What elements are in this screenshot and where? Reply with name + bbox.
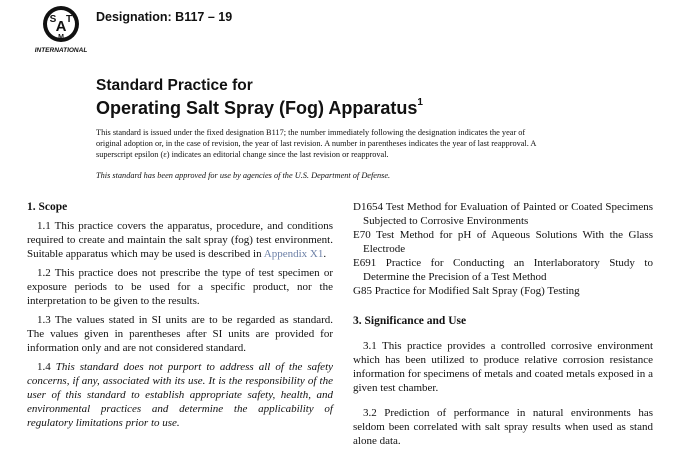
title-footnote-mark: 1 [417, 97, 423, 108]
scope-paragraph-1-1: 1.1 This practice covers the apparatus, procedure, and conditions required to create and maintain the salt spray (fog) test environment. Suitable apparatus which may be used is described in Appendix X1. [27, 220, 333, 260]
significance-paragraph-3-1: 3.1 This practice provides a controlled corrosive environment which has been utilized to produce relative corrosion resistance information for specimens of metals and coated metals exposed in a given test chamber. [353, 340, 653, 394]
significance-paragraph-3-2: 3.2 Prediction of performance in natural environments has seldom been correlated with salt spray results when used as stand alone data. [353, 407, 653, 447]
section-heading-significance: 3. Significance and Use [353, 315, 467, 327]
astm-logo [31, 4, 91, 56]
reference-d1654: D1654 Test Method for Evaluation of Painted or Coated Specimens Subjected to Corrosive Environments [353, 201, 653, 227]
scope-paragraph-1-2: 1.2 This practice does not prescribe the type of test specimen or exposure periods to be used for a specific product, nor the interpretation to be given to the results. [27, 267, 333, 307]
reference-e70: E70 Test Method for pH of Aqueous Solutions With the Glass Electrode [353, 229, 653, 255]
appendix-x1-link[interactable]: Appendix X1 [263, 248, 324, 260]
svg-text:S: S [49, 14, 57, 25]
issuance-notice [96, 127, 606, 160]
section-heading-scope: 1. Scope [27, 201, 68, 213]
left-column [27, 200, 333, 435]
scope-paragraph-1-3: 1.3 The values stated in SI units are to be regarded as standard. The values given in parentheses after SI units are provided for information only and are not considered standard. [27, 314, 333, 354]
title-line-2: Operating Salt Spray (Fog) Apparatus$^1$ [96, 97, 423, 118]
document-title [96, 76, 423, 118]
designation: Designation: B117 – 19 [96, 10, 233, 24]
svg-text:A: A [55, 18, 67, 35]
notice-line-1: This standard is issued under the fixed designation B117; the number immediately following the designation indicates the year of [96, 128, 526, 137]
notice-line-2: original adoption or, in the case of revision, the year of last revision. A number in parentheses indicates the year of last reapproval. A [96, 139, 537, 149]
reference-g85: G85 Practice for Modified Salt Spray (Fog) Testing [353, 285, 580, 297]
notice-line-3: superscript epsilon (ε) indicates an editorial change since the last revision or reapproval. [96, 150, 389, 160]
svg-text:T: T [65, 14, 73, 25]
svg-text:M: M [58, 34, 64, 41]
reference-e691: E691 Practice for Conducting an Interlaboratory Study to Determine the Precision of a Test Method [353, 257, 653, 283]
dod-approval-note: This standard has been approved for use by agencies of the U.S. Department of Defense. [96, 171, 391, 180]
right-column [353, 200, 653, 453]
svg-text:INTERNATIONAL: INTERNATIONAL [34, 47, 88, 54]
title-line-1: Standard Practice for [96, 77, 253, 94]
scope-paragraph-1-4: 1.4 This standard does not purport to address all of the safety concerns, if any, associated with its use. It is the responsibility of the user of this standard to establish appropriate safety, health, and environmental practices and determine the applicability of regulatory limitations prior to use. [27, 361, 334, 429]
